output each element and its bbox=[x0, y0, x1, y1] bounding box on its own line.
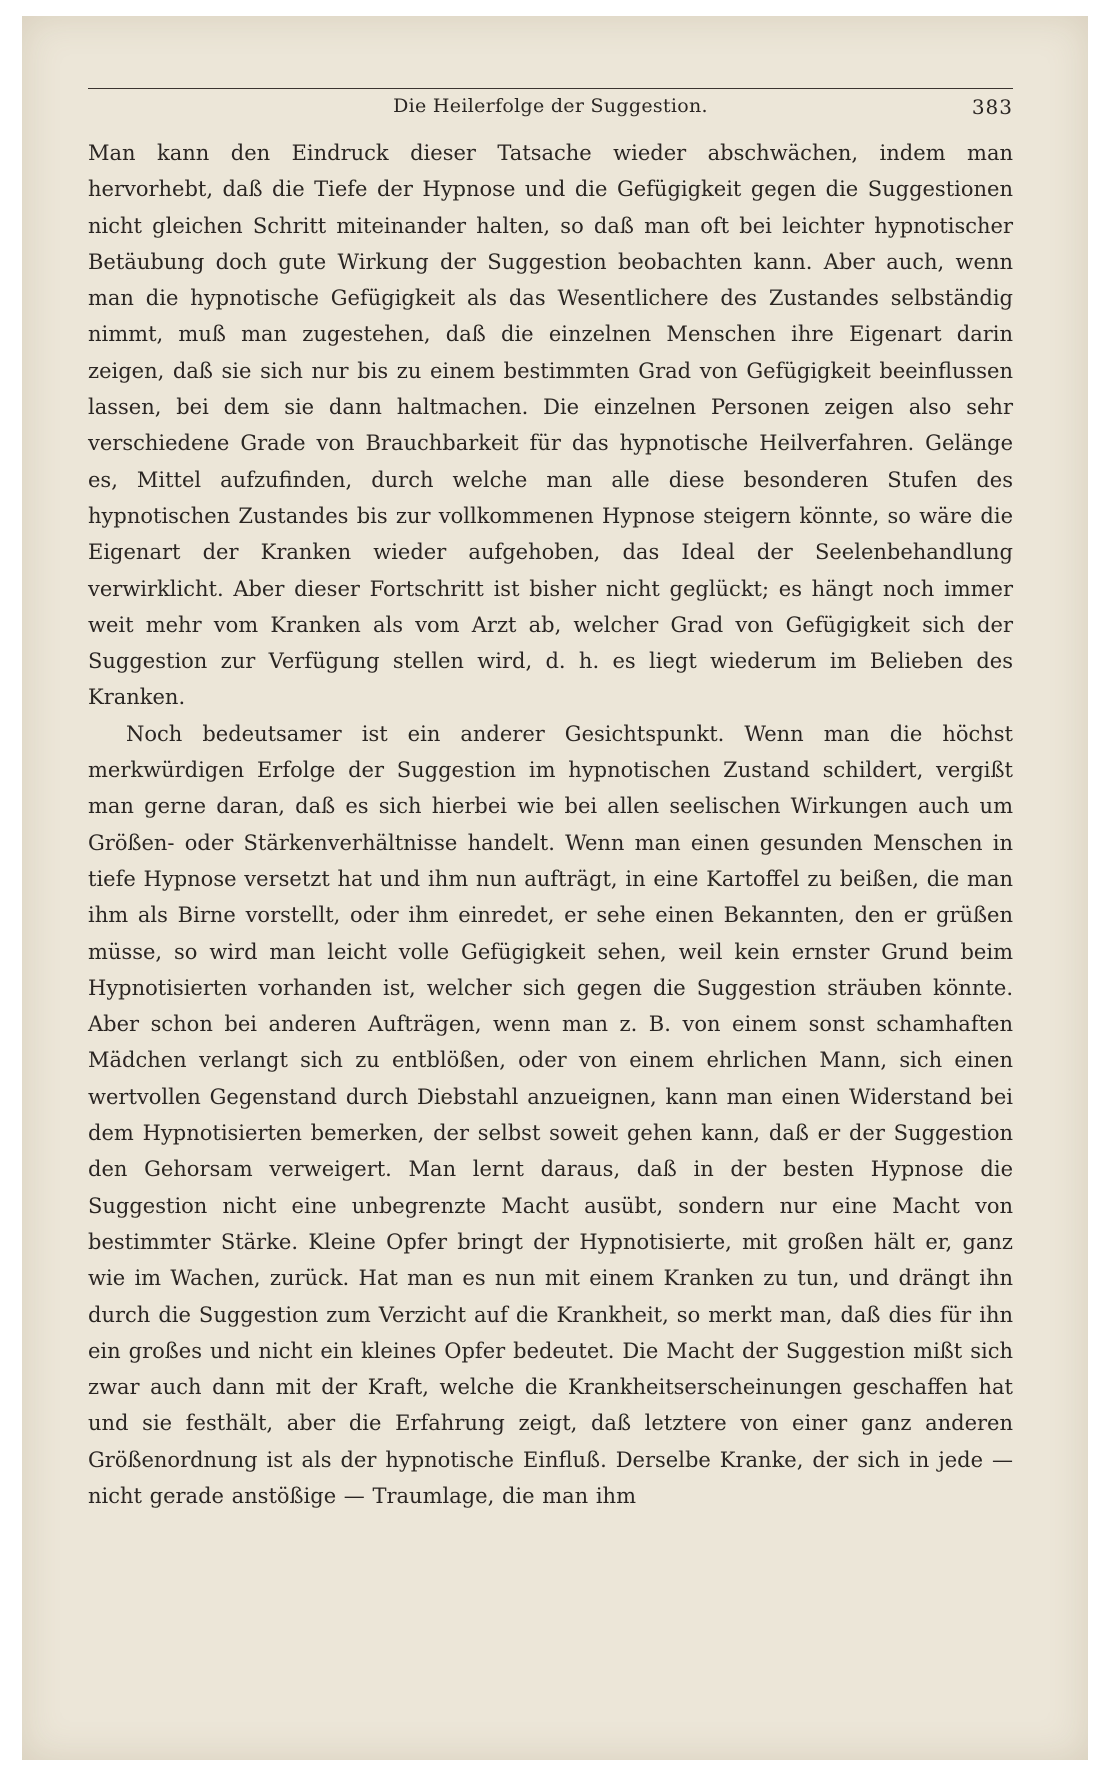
page-number: 383 bbox=[971, 95, 1013, 119]
book-page bbox=[88, 88, 1013, 1514]
page-header bbox=[88, 88, 1013, 129]
running-title: Die Heilerfolge der Suggestion. bbox=[393, 95, 708, 117]
paragraph: Noch bedeutsamer ist ein anderer Gesichtspunkt. Wenn man die höchst merkwürdigen Erfolge der Suggestion im hypnotischen Zustand schildert, vergißt man gerne daran, daß es sich hierbei wie bei allen seelischen Wirkungen auch um Größen- oder Stärkenverhältnisse handelt. Wenn man einen gesunden Menschen in tiefe Hypnose versetzt hat und ihm nun aufträgt, in eine Kartoffel zu beißen, die man ihm als Birne vorstellt, oder ihm einredet, er sehe einen Bekannten, den er grüßen müsse, so wird man leicht volle Gefügigkeit sehen, weil kein ernster Grund beim Hypnotisierten vorhanden ist, welcher sich gegen die Suggestion sträuben könnte. Aber schon bei anderen Aufträgen, wenn man z. B. von einem sonst schamhaften Mädchen verlangt sich zu entblößen, oder von einem ehrlichen Mann, sich einen wertvollen Gegenstand durch Diebstahl anzueignen, kann man einen Widerstand bei dem Hypnotisierten bemerken, der selbst soweit gehen kann, daß er der Suggestion den Gehorsam verweigert. Man lernt daraus, daß in der besten Hypnose die Suggestion nicht eine unbegrenzte Macht ausübt, sondern nur eine Macht von bestimmter Stärke. Kleine Opfer bringt der Hypnotisierte, mit großen hält er, ganz wie im Wachen, zurück. Hat man es nun mit einem Kranken zu tun, und drängt ihn durch die Suggestion zum Verzicht auf die Krankheit, so merkt man, daß dies für ihn ein großes und nicht ein kleines Opfer bedeutet. Die Macht der Suggestion mißt sich zwar auch dann mit der Kraft, welche die Krankheitserscheinungen geschaffen hat und sie festhält, aber die Erfahrung zeigt, daß letztere von einer ganz anderen Größenordnung ist als der hypnotische Einfluß. Derselbe Kranke, der sich in jede — nicht gerade anstößige — Traumlage, die man ihm bbox=[88, 721, 1013, 1508]
paragraph: Man kann den Eindruck dieser Tatsache wieder abschwächen, indem man hervorhebt, daß die Tiefe der Hypnose und die Gefügigkeit gegen die Suggestionen nicht gleichen Schritt miteinander halten, so daß man oft bei leichter hypnotischer Betäubung doch gute Wirkung der Suggestion beobachten kann. Aber auch, wenn man die hypnotische Gefügigkeit als das Wesentlichere des Zustandes selbständig nimmt, muß man zugestehen, daß die einzelnen Menschen ihre Eigenart darin zeigen, daß sie sich nur bis zu einem bestimmten Grad von Gefügigkeit beeinflussen lassen, bei dem sie dann haltmachen. Die einzelnen Personen zeigen also sehr verschiedene Grade von Brauchbarkeit für das hypnotische Heilverfahren. Gelänge es, Mittel aufzufinden, durch welche man alle diese besonderen Stufen des hypnotischen Zustandes bis zur vollkommenen Hypnose steigern könnte, so wäre die Eigenart der Kranken wieder aufgehoben, das Ideal der Seelenbehandlung verwirklicht. Aber dieser Fortschritt ist bisher nicht geglückt; es hängt noch immer weit mehr vom Kranken als vom Arzt ab, welcher Grad von Gefügigkeit sich der Suggestion zur Verfügung stellen wird, d. h. es liegt wiederum im Belieben des Kranken. bbox=[88, 141, 1013, 710]
body-text bbox=[88, 135, 1013, 1514]
